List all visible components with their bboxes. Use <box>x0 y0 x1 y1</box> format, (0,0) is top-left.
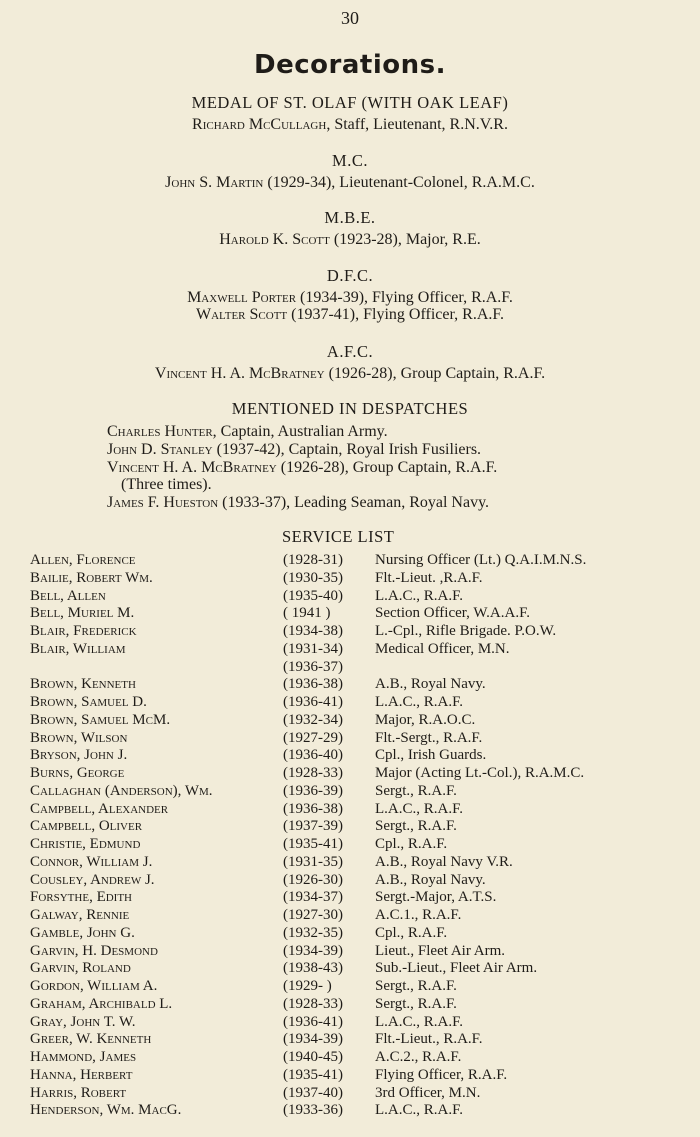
service-member-name: Brown, Samuel D. <box>30 694 147 710</box>
service-detail: A.B., Royal Navy V.R. <box>375 853 513 870</box>
service-member-name: Hanna, Herbert <box>30 1066 133 1083</box>
service-years: (1936-41) <box>283 694 343 710</box>
service-list-row <box>0 836 700 854</box>
service-years: (1932-34) <box>283 711 343 728</box>
service-member-name: Harris, Robert <box>30 1084 127 1101</box>
service-member-name: Bailie, Robert Wm. <box>30 569 153 586</box>
service-list-row <box>0 1031 700 1049</box>
service-list-row <box>0 1014 700 1032</box>
service-member-name: Bell, Allen <box>30 587 106 604</box>
service-years: (1937-40) <box>283 1084 343 1101</box>
service-years: (1936-41) <box>283 1013 343 1030</box>
decoration-heading-dfc: D.F.C. <box>326 266 374 285</box>
service-list-row <box>0 730 700 748</box>
service-years: (1926-30) <box>283 871 343 888</box>
service-detail: L.A.C., R.A.F. <box>375 1013 463 1030</box>
service-member-name: Garvin, H. Desmond <box>30 942 158 959</box>
service-years: (1935-40) <box>283 587 343 604</box>
service-list-row <box>0 676 700 694</box>
service-list-row <box>0 960 700 978</box>
service-detail: Flt.-Lieut., R.A.F. <box>375 1031 483 1048</box>
service-detail: Sergt., R.A.F. <box>375 995 457 1012</box>
service-detail: L.A.C., R.A.F. <box>375 587 463 604</box>
service-detail: Cpl., R.A.F. <box>375 924 448 941</box>
service-member-name: Bell, Muriel M. <box>30 605 135 622</box>
service-years: (1928-31) <box>283 552 343 568</box>
service-years: (1940-45) <box>283 1049 343 1065</box>
service-detail: Section Officer, W.A.A.F. <box>375 605 530 622</box>
decoration-heading-st-olaf: MEDAL OF ST. OLAF (WITH OAK LEAF) <box>191 93 509 112</box>
service-years: (1936-38) <box>283 800 343 817</box>
service-years: (1936-37) <box>283 658 343 675</box>
service-member-name: Henderson, Wm. MacG. <box>30 1102 182 1119</box>
service-list-row <box>0 694 700 712</box>
page-number: 30 <box>341 8 359 28</box>
service-years: (1934-39) <box>283 1031 343 1048</box>
service-member-name: Greer, W. Kenneth <box>30 1031 152 1048</box>
service-detail: Cpl., Irish Guards. <box>375 747 487 764</box>
service-detail: Sergt.-Major, A.T.S. <box>375 889 497 906</box>
service-list-row <box>0 854 700 872</box>
decoration-entry: Richard McCullagh, Staff, Lieutenant, R.N.V.R. <box>192 116 508 133</box>
service-member-name: Campbell, Alexander <box>30 800 169 817</box>
service-years: (1932-35) <box>283 924 343 941</box>
service-list-row <box>0 818 700 836</box>
service-member-name: Brown, Wilson <box>30 729 128 746</box>
despatch-entry: Vincent H. A. McBratney (1926-28), Group Captain, R.A.F. <box>107 459 498 476</box>
service-detail: Nursing Officer (Lt.) Q.A.I.M.N.S. <box>375 552 587 568</box>
service-list-row <box>0 783 700 801</box>
service-member-name: Cousley, Andrew J. <box>30 871 155 888</box>
service-years: (1937-39) <box>283 818 343 835</box>
service-member-name: Gray, John T. W. <box>30 1013 136 1030</box>
despatch-entry: John D. Stanley (1937-42), Captain, Royal Irish Fusiliers. <box>107 441 482 458</box>
service-detail: L.-Cpl., Rifle Brigade. P.O.W. <box>375 623 557 639</box>
decoration-entry: Maxwell Porter (1934-39), Flying Officer, R.A.F. <box>187 289 513 306</box>
service-years: (1933-36) <box>283 1102 343 1119</box>
service-list-row <box>0 659 700 677</box>
despatches-heading: MENTIONED IN DESPATCHES <box>231 399 469 418</box>
service-years: (1934-39) <box>283 942 343 959</box>
service-list-row <box>0 1102 700 1120</box>
decoration-heading-afc: A.F.C. <box>326 342 374 361</box>
service-member-name: Forsythe, Edith <box>30 889 132 906</box>
service-years: (1935-41) <box>283 836 343 852</box>
service-member-name: Connor, William J. <box>30 853 153 870</box>
service-member-name: Blair, William <box>30 640 126 657</box>
service-years: (1935-41) <box>283 1066 343 1083</box>
decoration-entry: Harold K. Scott (1923-28), Major, R.E. <box>219 231 481 248</box>
service-member-name: Blair, Frederick <box>30 623 137 639</box>
service-member-name: Christie, Edmund <box>30 836 141 852</box>
service-list-row <box>0 712 700 730</box>
service-member-name: Gordon, William A. <box>30 978 158 994</box>
service-list-row <box>0 605 700 623</box>
service-list-heading: SERVICE LIST <box>282 527 395 546</box>
service-years: (1936-39) <box>283 782 343 799</box>
service-detail: Sergt., R.A.F. <box>375 818 457 835</box>
service-years: (1934-38) <box>283 623 343 639</box>
service-member-name: Brown, Kenneth <box>30 676 136 693</box>
service-list-row <box>0 872 700 890</box>
service-detail: 3rd Officer, M.N. <box>375 1084 481 1101</box>
despatch-entry: James F. Hueston (1933-37), Leading Seaman, Royal Navy. <box>107 494 490 511</box>
service-list-row <box>0 570 700 588</box>
despatch-entry-continuation: (Three times). <box>121 476 212 493</box>
service-list-row <box>0 996 700 1014</box>
service-detail: Sergt., R.A.F. <box>375 782 457 799</box>
service-member-name: Callaghan (Anderson), Wm. <box>30 782 213 799</box>
service-member-name: Garvin, Roland <box>30 960 131 977</box>
service-detail: Flying Officer, R.A.F. <box>375 1066 508 1083</box>
service-years: (1928-33) <box>283 995 343 1012</box>
service-list-row <box>0 588 700 606</box>
service-detail: Cpl., R.A.F. <box>375 836 448 852</box>
service-list-row <box>0 925 700 943</box>
service-list-row <box>0 943 700 961</box>
service-member-name: Graham, Archibald L. <box>30 995 173 1012</box>
service-list-row <box>0 641 700 659</box>
despatch-entry: Charles Hunter, Captain, Australian Army. <box>107 423 388 440</box>
service-years: (1936-38) <box>283 676 343 693</box>
service-member-name: Galway, Rennie <box>30 907 130 923</box>
service-detail: L.A.C., R.A.F. <box>375 1102 463 1119</box>
service-years: (1931-35) <box>283 853 343 870</box>
service-years: (1931-34) <box>283 640 343 657</box>
service-member-name: Burns, George <box>30 765 125 781</box>
service-member-name: Bryson, John J. <box>30 747 128 764</box>
service-years: (1927-29) <box>283 729 343 746</box>
service-member-name: Gamble, John G. <box>30 924 135 941</box>
service-detail: Flt.-Sergt., R.A.F. <box>375 729 483 746</box>
service-detail: Lieut., Fleet Air Arm. <box>375 942 505 959</box>
service-detail: A.B., Royal Navy. <box>375 871 486 888</box>
service-list-row <box>0 623 700 641</box>
service-years: (1929- ) <box>283 978 332 994</box>
service-detail: Flt.-Lieut. ,R.A.F. <box>375 569 483 586</box>
service-detail: Sub.-Lieut., Fleet Air Arm. <box>375 960 538 977</box>
decoration-entry: John S. Martin (1929-34), Lieutenant-Colonel, R.A.M.C. <box>165 174 535 191</box>
service-list-row <box>0 907 700 925</box>
service-member-name: Allen, Florence <box>30 552 136 568</box>
service-detail: A.C.1., R.A.F. <box>375 907 462 923</box>
service-detail: A.C.2., R.A.F. <box>375 1049 462 1065</box>
service-list-row <box>0 1049 700 1067</box>
service-detail: L.A.C., R.A.F. <box>375 800 463 817</box>
service-detail: Major, R.A.O.C. <box>375 711 476 728</box>
service-detail: A.B., Royal Navy. <box>375 676 486 693</box>
decoration-heading-mbe: M.B.E. <box>324 208 376 227</box>
service-years: (1934-37) <box>283 889 343 906</box>
service-list-row <box>0 1067 700 1085</box>
service-years: (1930-35) <box>283 569 343 586</box>
service-years: (1928-33) <box>283 765 343 781</box>
decoration-entry: Vincent H. A. McBratney (1926-28), Group Captain, R.A.F. <box>154 365 546 382</box>
service-years: (1938-43) <box>283 960 343 977</box>
service-list-row <box>0 1085 700 1103</box>
service-detail: Medical Officer, M.N. <box>375 640 510 657</box>
service-list-row <box>0 889 700 907</box>
service-years: (1936-40) <box>283 747 343 764</box>
service-list-row <box>0 552 700 570</box>
decoration-heading-mc: M.C. <box>332 151 368 170</box>
service-list-row <box>0 765 700 783</box>
service-years: (1927-30) <box>283 907 343 923</box>
service-member-name: Hammond, James <box>30 1049 137 1065</box>
service-list-row <box>0 747 700 765</box>
service-list-row <box>0 978 700 996</box>
service-detail: Major (Acting Lt.-Col.), R.A.M.C. <box>375 765 585 781</box>
service-member-name: Campbell, Oliver <box>30 818 143 835</box>
service-years: ( 1941 ) <box>283 605 331 622</box>
decoration-entry: Walter Scott (1937-41), Flying Officer, R.A.F. <box>195 306 505 323</box>
service-detail: Sergt., R.A.F. <box>375 978 457 994</box>
service-detail: L.A.C., R.A.F. <box>375 694 463 710</box>
page-title: Decorations. <box>254 50 446 80</box>
service-member-name: Brown, Samuel McM. <box>30 711 171 728</box>
service-list-row <box>0 801 700 819</box>
